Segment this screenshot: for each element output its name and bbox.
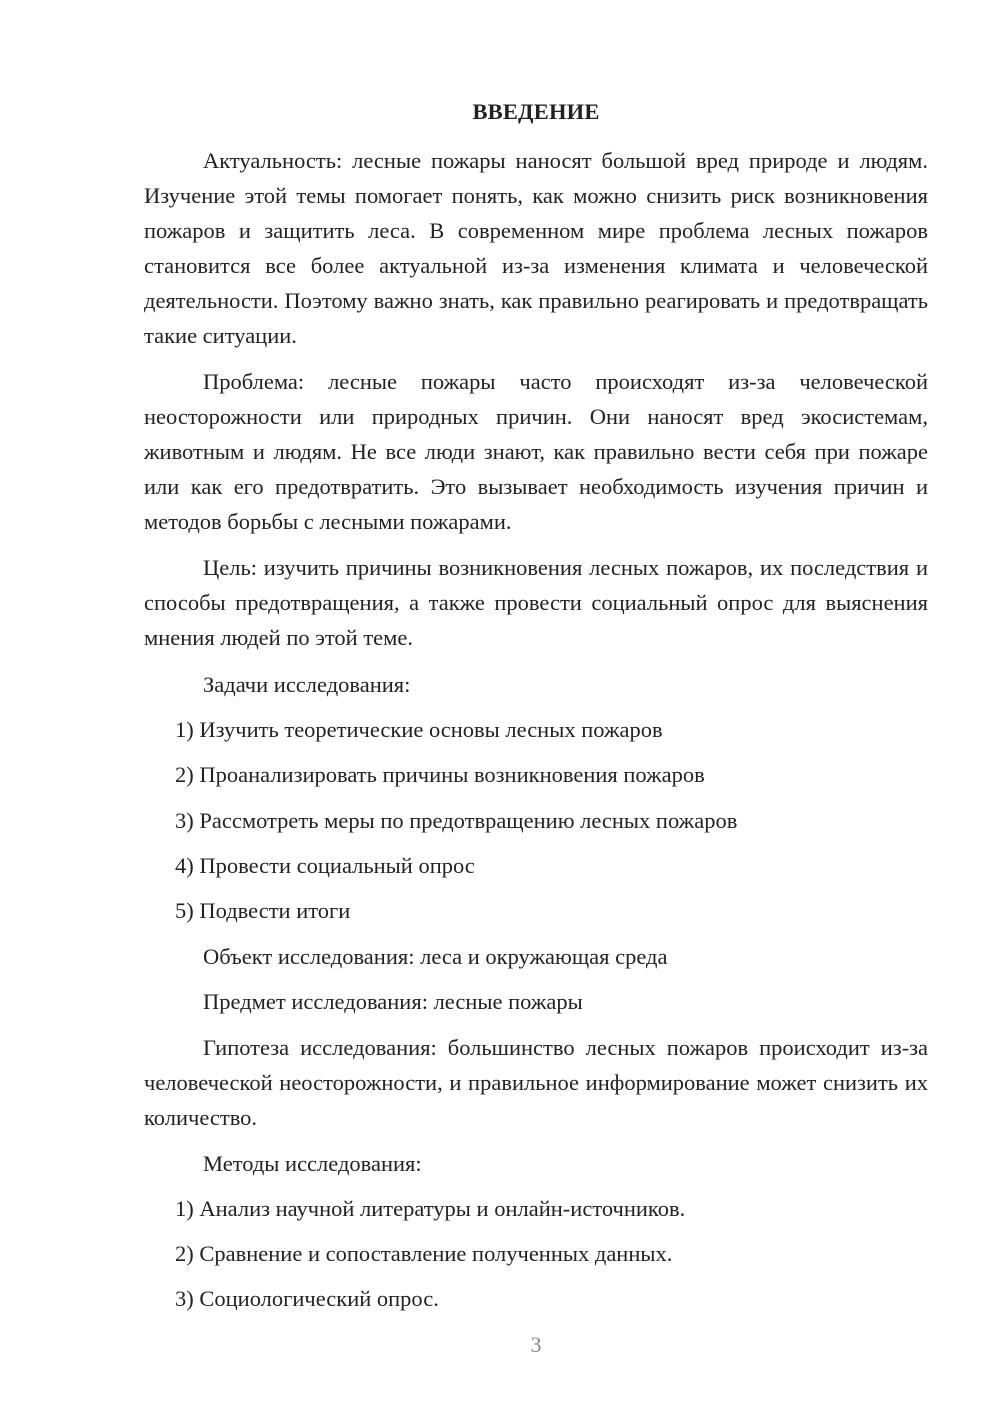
hypothesis-paragraph: Гипотеза исследования: большинство лесных пожаров происходит из-за человеческой неосторожности, и правильное информирование может снизить их количество. (144, 1035, 928, 1130)
research-object: Объект исследования: леса и окружающая среда (203, 944, 668, 969)
task-list-item: 2) Проанализировать причины возникновения пожаров (175, 762, 705, 787)
goal-paragraph: Цель: изучить причины возникновения лесных пожаров, их последствия и способы предотвращения, а также провести социальный опрос для выяснения мнения людей по этой теме. (144, 555, 928, 650)
task-list-item: 3) Рассмотреть меры по предотвращению лесных пожаров (175, 808, 738, 833)
method-list-item: 3) Социологический опрос. (175, 1286, 439, 1311)
relevance-paragraph: Актуальность: лесные пожары наносят большой вред природе и людям. Изучение этой темы помогает понять, как можно снизить риск возникновения пожаров и защитить леса. В современном мире проблема лесных пожаров становится все более актуальной из-за изменения климата и человеческой деятельности. Поэтому важно знать, как правильно реагировать и предотвращать такие ситуации. (144, 148, 928, 348)
task-list-item: 5) Подвести итоги (175, 898, 351, 923)
section-title: ВВЕДЕНИЕ (472, 99, 600, 124)
goal-paragraph-block (144, 550, 928, 655)
problem-paragraph: Проблема: лесные пожары часто происходят из-за человеческой неосторожности или природных причин. Они наносят вред экосистемам, животным и людям. Не все люди знают, как правильно вести себя при пожаре или как его предотвратить. Это вызывает необходимость изучения причин и методов борьбы с лесными пожарами. (144, 369, 928, 534)
problem-paragraph-block (144, 364, 928, 539)
page-number: 3 (530, 1332, 542, 1357)
methods-heading: Методы исследования: (203, 1151, 422, 1176)
method-list-item: 2) Сравнение и сопоставление полученных данных. (175, 1241, 673, 1266)
research-subject: Предмет исследования: лесные пожары (203, 989, 583, 1014)
method-list-item: 1) Анализ научной литературы и онлайн-источников. (175, 1196, 686, 1221)
task-list-item: 4) Провести социальный опрос (175, 853, 475, 878)
relevance-paragraph-block (144, 143, 928, 353)
tasks-heading: Задачи исследования: (203, 672, 411, 697)
task-list-item: 1) Изучить теоретические основы лесных пожаров (175, 717, 663, 742)
hypothesis-paragraph-block (144, 1030, 928, 1135)
